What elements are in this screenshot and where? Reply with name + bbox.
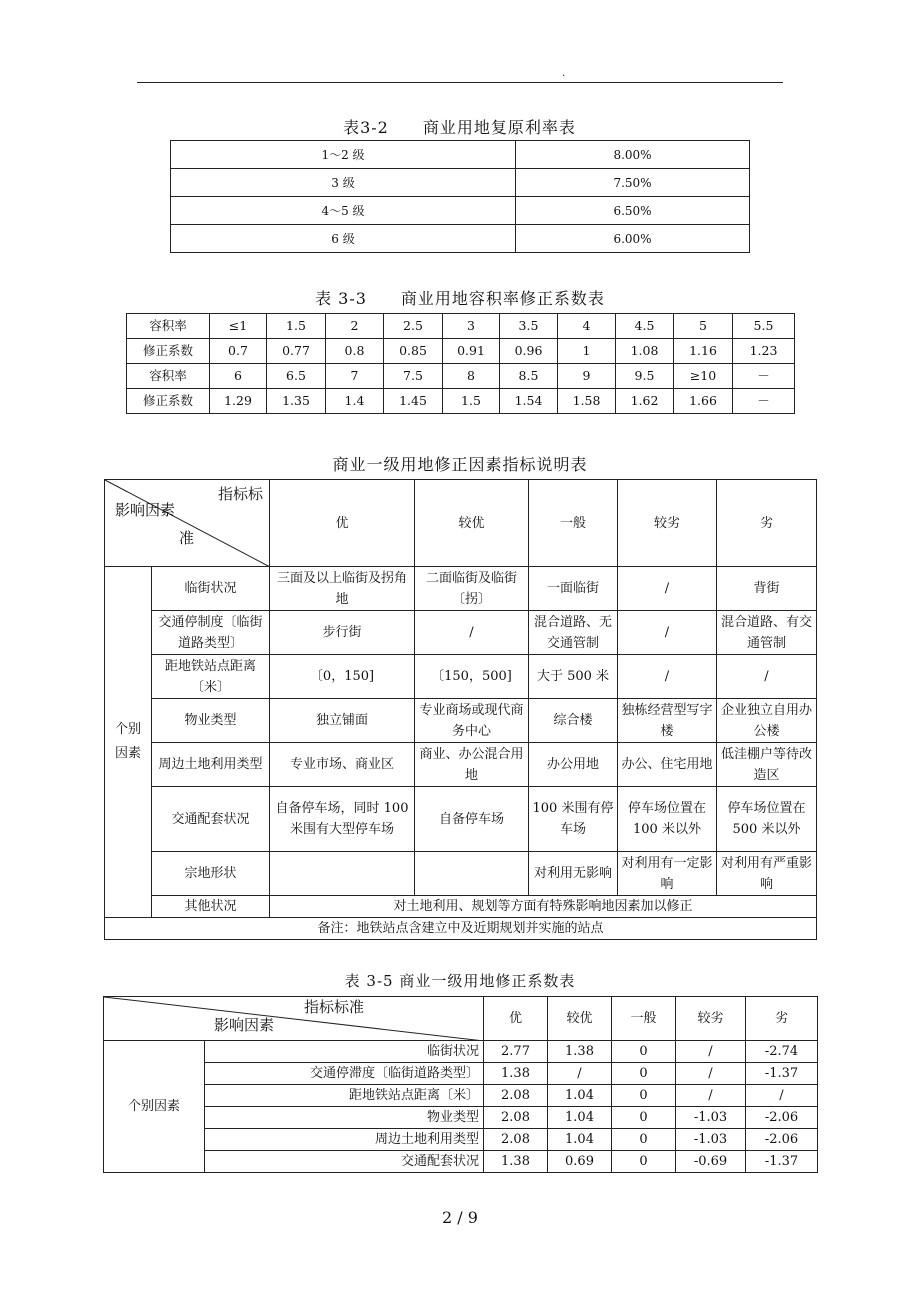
factor-cell: 交通停制度〔临街道路类型〕 <box>152 611 270 655</box>
table-row <box>104 1151 818 1173</box>
group-label-cell: 个别因素 <box>104 1041 205 1173</box>
table-cell: 1.58 <box>558 389 616 414</box>
table-cell: 0.69 <box>548 1151 612 1173</box>
table-cell: 大于 500 米 <box>529 655 618 699</box>
table-row <box>104 1041 818 1063</box>
row-header-cell: 容积率 <box>127 364 210 389</box>
table-cell: -2.74 <box>746 1041 818 1063</box>
table-cell: 一面临街 <box>529 567 618 611</box>
factor-cell: 临街状况 <box>152 567 270 611</box>
table-cell: / <box>618 611 717 655</box>
table-cell: 0 <box>612 1129 676 1151</box>
table-cell: 混合道路、有交通管制 <box>717 611 817 655</box>
table-cell: / <box>717 655 817 699</box>
header-mark: . <box>562 68 566 79</box>
table-cell: 低洼棚户等待改造区 <box>717 743 817 787</box>
table-row <box>127 389 795 414</box>
table-cell: / <box>618 567 717 611</box>
table-cell: 8.00% <box>516 141 750 169</box>
table-cell: 〔0，150] <box>270 655 415 699</box>
table-3-2 <box>170 140 750 253</box>
table-3-5-caption: 表 3-5 商业一级用地修正系数表 <box>344 972 576 990</box>
table-row <box>105 918 817 940</box>
table-cell: 自备停车场 <box>415 787 529 852</box>
table-3-4-corner <box>105 480 270 567</box>
corner-top-label: 指标标准 <box>304 998 365 1016</box>
table-row <box>104 1107 818 1129</box>
factor-cell: 周边土地利用类型 <box>152 743 270 787</box>
table-cell: 6 级 <box>171 225 516 253</box>
factor-cell: 物业类型 <box>205 1107 484 1129</box>
table-cell: 商业、办公混合用地 <box>415 743 529 787</box>
table-cell: 2.77 <box>484 1041 548 1063</box>
table-cell: 1.62 <box>616 389 674 414</box>
table-cell: 1.38 <box>484 1063 548 1085</box>
table-cell: 6.50% <box>516 197 750 225</box>
table-cell: 0.96 <box>500 339 558 364</box>
grade-header-cell: 优 <box>270 480 415 567</box>
table-row <box>171 197 750 225</box>
table-3-4-caption: 商业一级用地修正因素指标说明表 <box>332 455 588 474</box>
group-label: 个别因素 <box>114 722 141 761</box>
grade-header-cell: 较优 <box>415 480 529 567</box>
table-cell: 1.38 <box>548 1041 612 1063</box>
table-cell: 专业市场、商业区 <box>270 743 415 787</box>
table-cell: 自备停车场，同时 100 米围有大型停车场 <box>270 787 415 852</box>
grade-header-cell: 一般 <box>529 480 618 567</box>
table-cell: 3.5 <box>500 314 558 339</box>
table-3-2-caption-no: 表3-2 <box>343 118 389 137</box>
table-cell: 1～2 级 <box>171 141 516 169</box>
table-row <box>105 567 817 611</box>
table-cell: -1.37 <box>746 1063 818 1085</box>
table-cell: 1.4 <box>326 389 384 414</box>
table-cell <box>270 852 415 896</box>
table-cell: 三面及以上临街及拐角地 <box>270 567 415 611</box>
table-cell: 0 <box>612 1107 676 1129</box>
factor-cell: 交通配套状况 <box>152 787 270 852</box>
table-cell: -0.69 <box>676 1151 746 1173</box>
table-3-5-corner <box>104 997 484 1041</box>
table-row <box>105 787 817 852</box>
table-cell: 对利用无影响 <box>529 852 618 896</box>
table-cell: 停车场位置在 100 米以外 <box>618 787 717 852</box>
corner-bottom-label: 影响因素 <box>214 1016 275 1034</box>
table-cell: 2.5 <box>384 314 443 339</box>
table-cell: 办公用地 <box>529 743 618 787</box>
table-cell: 1.04 <box>548 1085 612 1107</box>
table-cell: / <box>676 1063 746 1085</box>
table-cell: 100 米围有停车场 <box>529 787 618 852</box>
table-cell: -1.03 <box>676 1129 746 1151</box>
row-header-cell: 修正系数 <box>127 389 210 414</box>
table-cell: 独栋经营型写字楼 <box>618 699 717 743</box>
table-cell: 5.5 <box>733 314 795 339</box>
table-cell: -2.06 <box>746 1129 818 1151</box>
table-cell: 办公、住宅用地 <box>618 743 717 787</box>
table-cell: 专业商场或现代商务中心 <box>415 699 529 743</box>
table-cell: 4～5 级 <box>171 197 516 225</box>
table-row <box>127 364 795 389</box>
table-cell: ≤1 <box>210 314 267 339</box>
table-cell: 1.04 <box>548 1129 612 1151</box>
table-cell: / <box>548 1063 612 1085</box>
table-cell: / <box>618 655 717 699</box>
table-row <box>171 225 750 253</box>
table-cell: 9 <box>558 364 616 389</box>
table-3-5 <box>103 996 818 1173</box>
table-cell: 6.5 <box>267 364 326 389</box>
table-row <box>105 896 817 918</box>
row-header-cell: 容积率 <box>127 314 210 339</box>
grade-header-cell: 劣 <box>746 997 818 1041</box>
table-cell: 6 <box>210 364 267 389</box>
page-number: 2 / 9 <box>442 1208 478 1227</box>
corner-top-label: 指标标 <box>217 485 263 503</box>
table-cell <box>415 852 529 896</box>
table-cell: 8 <box>443 364 500 389</box>
table-cell: 1.5 <box>267 314 326 339</box>
table-row <box>171 141 750 169</box>
table-cell: 1.54 <box>500 389 558 414</box>
grade-header-cell: 劣 <box>717 480 817 567</box>
table-row <box>105 611 817 655</box>
grade-header-cell: 较优 <box>548 997 612 1041</box>
table-cell: 对利用有严重影响 <box>717 852 817 896</box>
table-3-4 <box>104 479 817 940</box>
table-3-3-caption-no: 表 3-3 <box>315 289 367 308</box>
factor-cell: 交通配套状况 <box>205 1151 484 1173</box>
factor-cell: 宗地形状 <box>152 852 270 896</box>
table-cell: 混合道路、无交通管制 <box>529 611 618 655</box>
table-row <box>105 743 817 787</box>
corner-left-label: 影响因素 <box>115 501 176 519</box>
grade-header-cell: 优 <box>484 997 548 1041</box>
table-cell: － <box>733 389 795 414</box>
table-row <box>127 339 795 364</box>
table-cell: 1.16 <box>674 339 733 364</box>
table-row <box>171 169 750 197</box>
table-cell: 5 <box>674 314 733 339</box>
table-cell: 7 <box>326 364 384 389</box>
table-cell: 0.8 <box>326 339 384 364</box>
table-cell: / <box>415 611 529 655</box>
table-3-2-caption-title: 商业用地复原利率表 <box>422 118 576 137</box>
table-cell: 3 级 <box>171 169 516 197</box>
table-cell: 1 <box>558 339 616 364</box>
table-cell: 2 <box>326 314 384 339</box>
table-3-2-caption <box>170 115 749 138</box>
header-rule <box>137 82 783 83</box>
table-cell: 1.45 <box>384 389 443 414</box>
table-row <box>104 1085 818 1107</box>
table-cell: 2.08 <box>484 1129 548 1151</box>
table-cell: 0.91 <box>443 339 500 364</box>
table-3-3 <box>126 313 795 414</box>
table-cell: 1.23 <box>733 339 795 364</box>
table-cell: 停车场位置在 500 米以外 <box>717 787 817 852</box>
note-cell: 备注：地铁站点含建立中及近期规划并实施的站点 <box>105 918 817 940</box>
table-cell: 对利用有一定影响 <box>618 852 717 896</box>
table-cell: 6.00% <box>516 225 750 253</box>
table-cell: / <box>746 1085 818 1107</box>
table-cell: / <box>676 1041 746 1063</box>
table-cell: 企业独立自用办公楼 <box>717 699 817 743</box>
table-cell: 2.08 <box>484 1107 548 1129</box>
factor-cell: 物业类型 <box>152 699 270 743</box>
table-cell: 独立铺面 <box>270 699 415 743</box>
table-cell: 7.5 <box>384 364 443 389</box>
corner-diagonal <box>104 997 484 1041</box>
table-cell: 1.38 <box>484 1151 548 1173</box>
factor-cell: 交通停滞度〔临街道路类型〕 <box>205 1063 484 1085</box>
table-cell: -2.06 <box>746 1107 818 1129</box>
table-cell: 0 <box>612 1041 676 1063</box>
table-cell: 0 <box>612 1151 676 1173</box>
table-cell: 综合楼 <box>529 699 618 743</box>
table-cell: 二面临街及临街〔拐〕 <box>415 567 529 611</box>
grade-header-cell: 较劣 <box>618 480 717 567</box>
table-cell: 对土地利用、规划等方面有特殊影响地因素加以修正 <box>270 896 817 918</box>
table-cell: 0 <box>612 1063 676 1085</box>
table-cell: － <box>733 364 795 389</box>
factor-cell: 其他状况 <box>152 896 270 918</box>
table-cell: 〔150，500] <box>415 655 529 699</box>
table-cell: 0.85 <box>384 339 443 364</box>
factor-cell: 距地铁站点距离〔米〕 <box>152 655 270 699</box>
table-row <box>105 655 817 699</box>
factor-cell: 距地铁站点距离〔米〕 <box>205 1085 484 1107</box>
table-cell: 9.5 <box>616 364 674 389</box>
table-cell: 1.5 <box>443 389 500 414</box>
table-3-3-caption-title: 商业用地容积率修正系数表 <box>400 289 605 308</box>
table-cell: 1.08 <box>616 339 674 364</box>
table-cell: 3 <box>443 314 500 339</box>
table-cell: 7.50% <box>516 169 750 197</box>
table-cell: ≥10 <box>674 364 733 389</box>
table-cell: 0.77 <box>267 339 326 364</box>
table-cell: 1.29 <box>210 389 267 414</box>
table-cell: 1.04 <box>548 1107 612 1129</box>
table-3-3-caption <box>126 286 794 309</box>
table-cell: 4 <box>558 314 616 339</box>
table-row <box>105 852 817 896</box>
table-cell: -1.03 <box>676 1107 746 1129</box>
corner-bottom-label: 准 <box>179 529 195 547</box>
table-cell: 4.5 <box>616 314 674 339</box>
grade-header-cell: 较劣 <box>676 997 746 1041</box>
grade-header-cell: 一般 <box>612 997 676 1041</box>
table-cell: 2.08 <box>484 1085 548 1107</box>
table-row <box>105 699 817 743</box>
row-header-cell: 修正系数 <box>127 339 210 364</box>
table-cell: / <box>676 1085 746 1107</box>
table-row <box>104 1063 818 1085</box>
factor-cell: 周边土地利用类型 <box>205 1129 484 1151</box>
factor-cell: 临街状况 <box>205 1041 484 1063</box>
group-label-cell <box>105 567 152 918</box>
table-cell: 0 <box>612 1085 676 1107</box>
table-cell: 0.7 <box>210 339 267 364</box>
table-cell: -1.37 <box>746 1151 818 1173</box>
table-cell: 1.66 <box>674 389 733 414</box>
table-cell: 步行街 <box>270 611 415 655</box>
table-row <box>104 1129 818 1151</box>
table-row <box>127 314 795 339</box>
table-cell: 8.5 <box>500 364 558 389</box>
table-cell: 1.35 <box>267 389 326 414</box>
table-cell: 背街 <box>717 567 817 611</box>
